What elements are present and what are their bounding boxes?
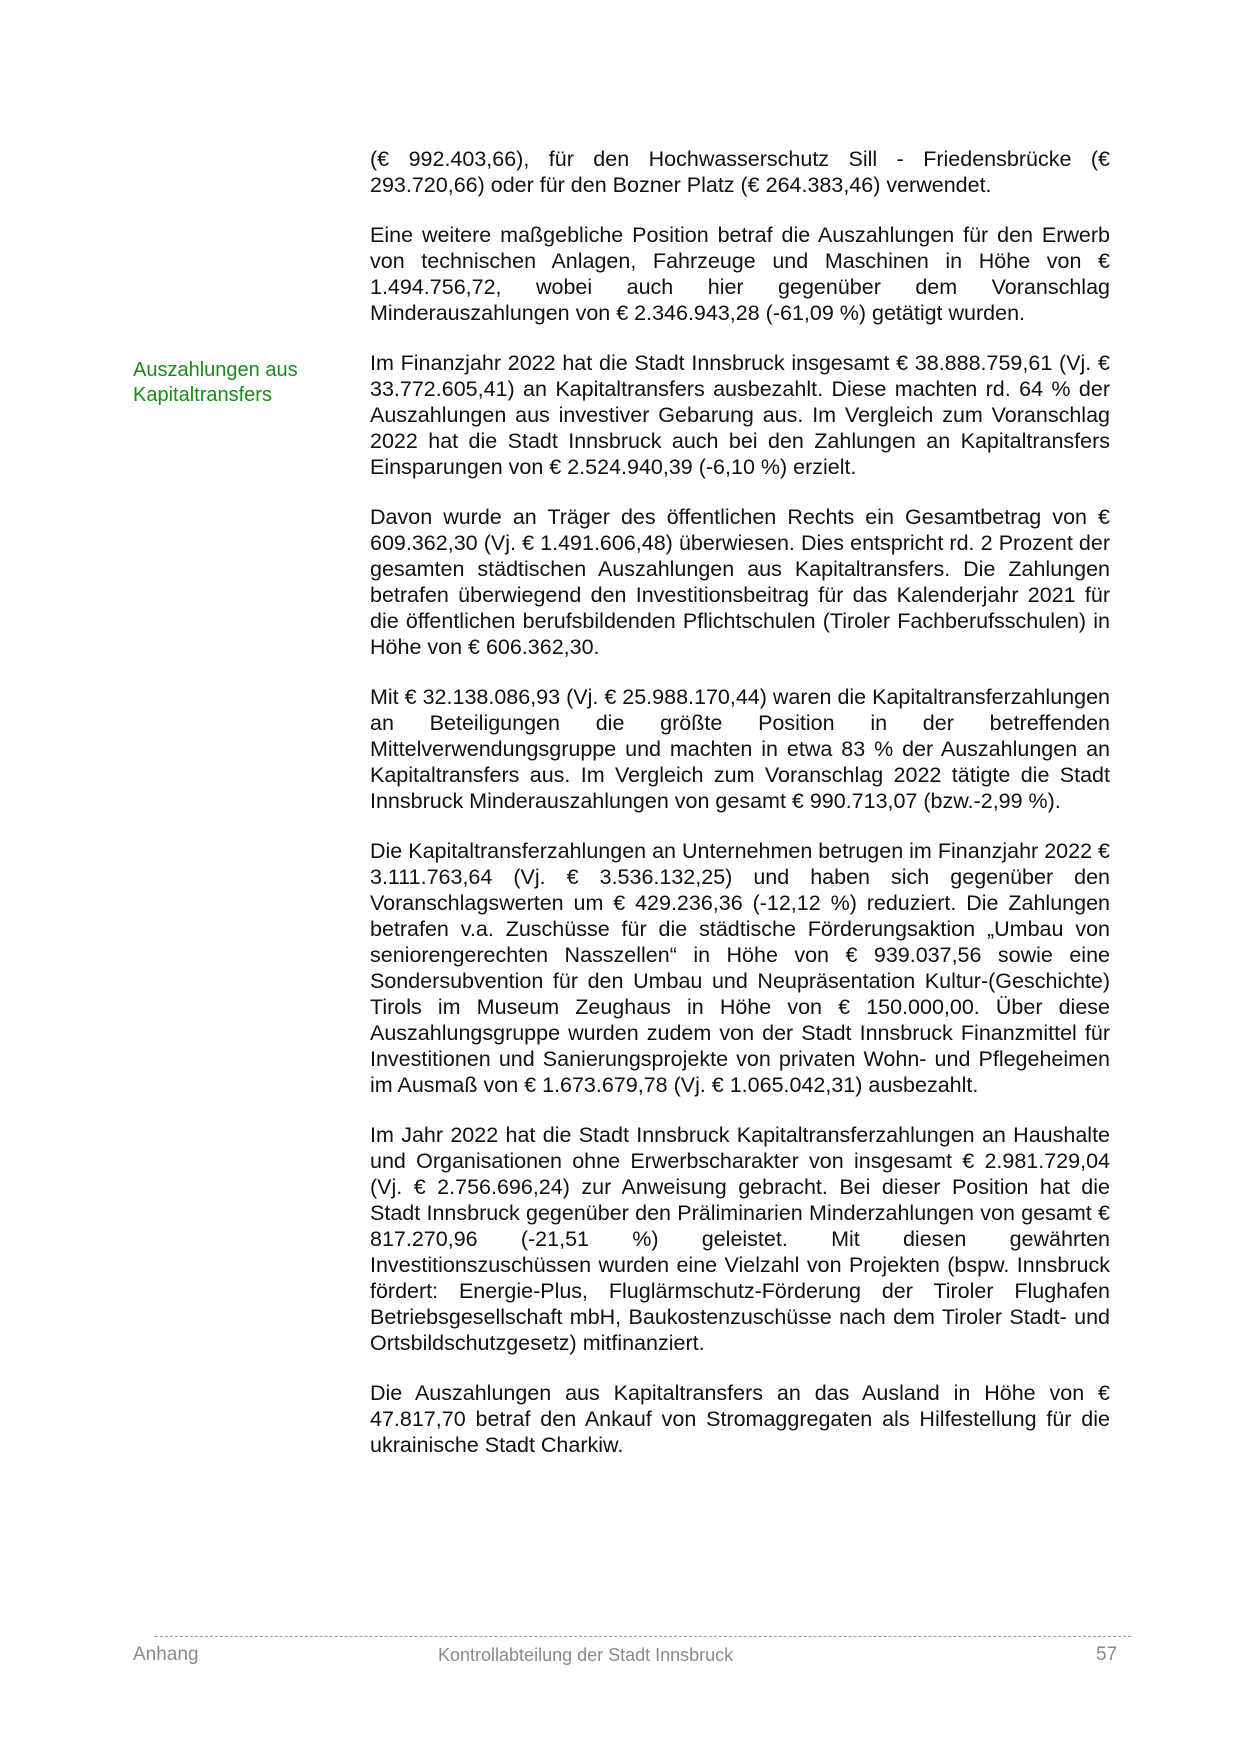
paragraph-7: Im Jahr 2022 hat die Stadt Innsbruck Kapitaltransferzahlungen an Haushalte und Organisationen ohne Erwerbscharakter von insgesamt € 2.981.729,04 (Vj. € 2.756.696,24) zur Anweisung gebracht. Bei dieser Position hat die Stadt Innsbruck gegenüber den Präliminarien Minderzahlungen von gesamt € 817.270,96 (-21,51 %) geleistet. Mit diesen gewährten Investitionszuschüssen wurden eine Vielzahl von Projekten (bspw. Innsbruck fördert: Energie-Plus, Fluglärmschutz-Förderung der Tiroler Flughafen Betriebsgesellschaft mbH, Baukostenzuschüsse nach dem Tiroler Stadt- und Ortsbildschutzgesetz) mitfinanziert. [370, 1123, 1110, 1355]
footer-divider [155, 1636, 1131, 1637]
page-number: 57 [1096, 1644, 1118, 1665]
paragraph-2: Eine weitere maßgebliche Position betraf die Auszahlungen für den Erwerb von technischen Anlagen, Fahrzeuge und Maschinen in Höhe von € 1.494.756,72, wobei auch hier gegenüber dem Voranschlag Minderauszahlungen von € 2.346.943,28 (-61,09 %) getätigt wurden. [370, 223, 1110, 325]
paragraph-5: Mit € 32.138.086,93 (Vj. € 25.988.170,44) waren die Kapitaltransferzahlungen an Beteiligungen die größte Position in der betreffenden Mittelverwendungsgruppe und machten in etwa 83 % der Auszahlungen an Kapitaltransfers aus. Im Vergleich zum Voranschlag 2022 tätigte die Stadt Innsbruck Minderauszahlungen von gesamt € 990.713,07 (bzw.-2,99 %). [370, 685, 1110, 813]
footer-organization: Kontrollabteilung der Stadt Innsbruck [438, 1645, 734, 1665]
paragraph-3: Im Finanzjahr 2022 hat die Stadt Innsbruck insgesamt € 38.888.759,61 (Vj. € 33.772.605,41) an Kapitaltransfers ausbezahlt. Diese machten rd. 64 % der Auszahlungen aus investiver Gebarung aus. Im Vergleich zum Voranschlag 2022 hat die Stadt Innsbruck auch bei den Zahlungen an Kapitaltransfers Einsparungen von € 2.524.940,39 (-6,10 %) erzielt. [370, 351, 1110, 479]
footer-section-name: Anhang [133, 1644, 199, 1665]
paragraph-4: Davon wurde an Träger des öffentlichen Rechts ein Gesamtbetrag von € 609.362,30 (Vj. € 1.491.606,48) überwiesen. Dies entspricht rd. 2 Prozent der gesamten städtischen Auszahlungen aus Kapitaltransfers. Die Zahlungen betrafen überwiegend den Investitionsbeitrag für das Kalenderjahr 2021 für die öffentlichen berufsbildenden Pflichtschulen (Tiroler Fachberufsschulen) in Höhe von € 606.362,30. [370, 505, 1110, 659]
paragraph-6: Die Kapitaltransferzahlungen an Unternehmen betrugen im Finanzjahr 2022 € 3.111.763,64 (Vj. € 3.536.132,25) und haben sich gegenüber den Voranschlagswerten um € 429.236,36 (-12,12 %) reduziert. Die Zahlungen betrafen v.a. Zuschüsse für die städtische Förderungsaktion „Umbau von seniorengerechten Nasszellen“ in Höhe von € 939.037,56 sowie eine Sondersubvention für den Umbau und Neupräsentation Kultur-(Geschichte) Tirols im Museum Zeughaus in Höhe von € 150.000,00. Über diese Auszahlungsgruppe wurden zudem von der Stadt Innsbruck Finanzmittel für Investitionen und Sanierungsprojekte von privaten Wohn- und Pflegeheimen im Ausmaß von € 1.673.679,78 (Vj. € 1.065.042,31) ausbezahlt. [370, 839, 1110, 1097]
paragraph-1: (€ 992.403,66), für den Hochwasserschutz Sill - Friedensbrücke (€ 293.720,66) oder für den Bozner Platz (€ 264.383,46) verwendet. [370, 147, 1110, 197]
section-side-label: Auszahlungen aus Kapitaltransfers [133, 359, 298, 406]
paragraph-8: Die Auszahlungen aus Kapitaltransfers an das Ausland in Höhe von € 47.817,70 betraf den Ankauf von Stromaggregaten als Hilfestellung für die ukrainische Stadt Charkiw. [370, 1381, 1110, 1457]
body-text-column [370, 146, 1110, 1482]
